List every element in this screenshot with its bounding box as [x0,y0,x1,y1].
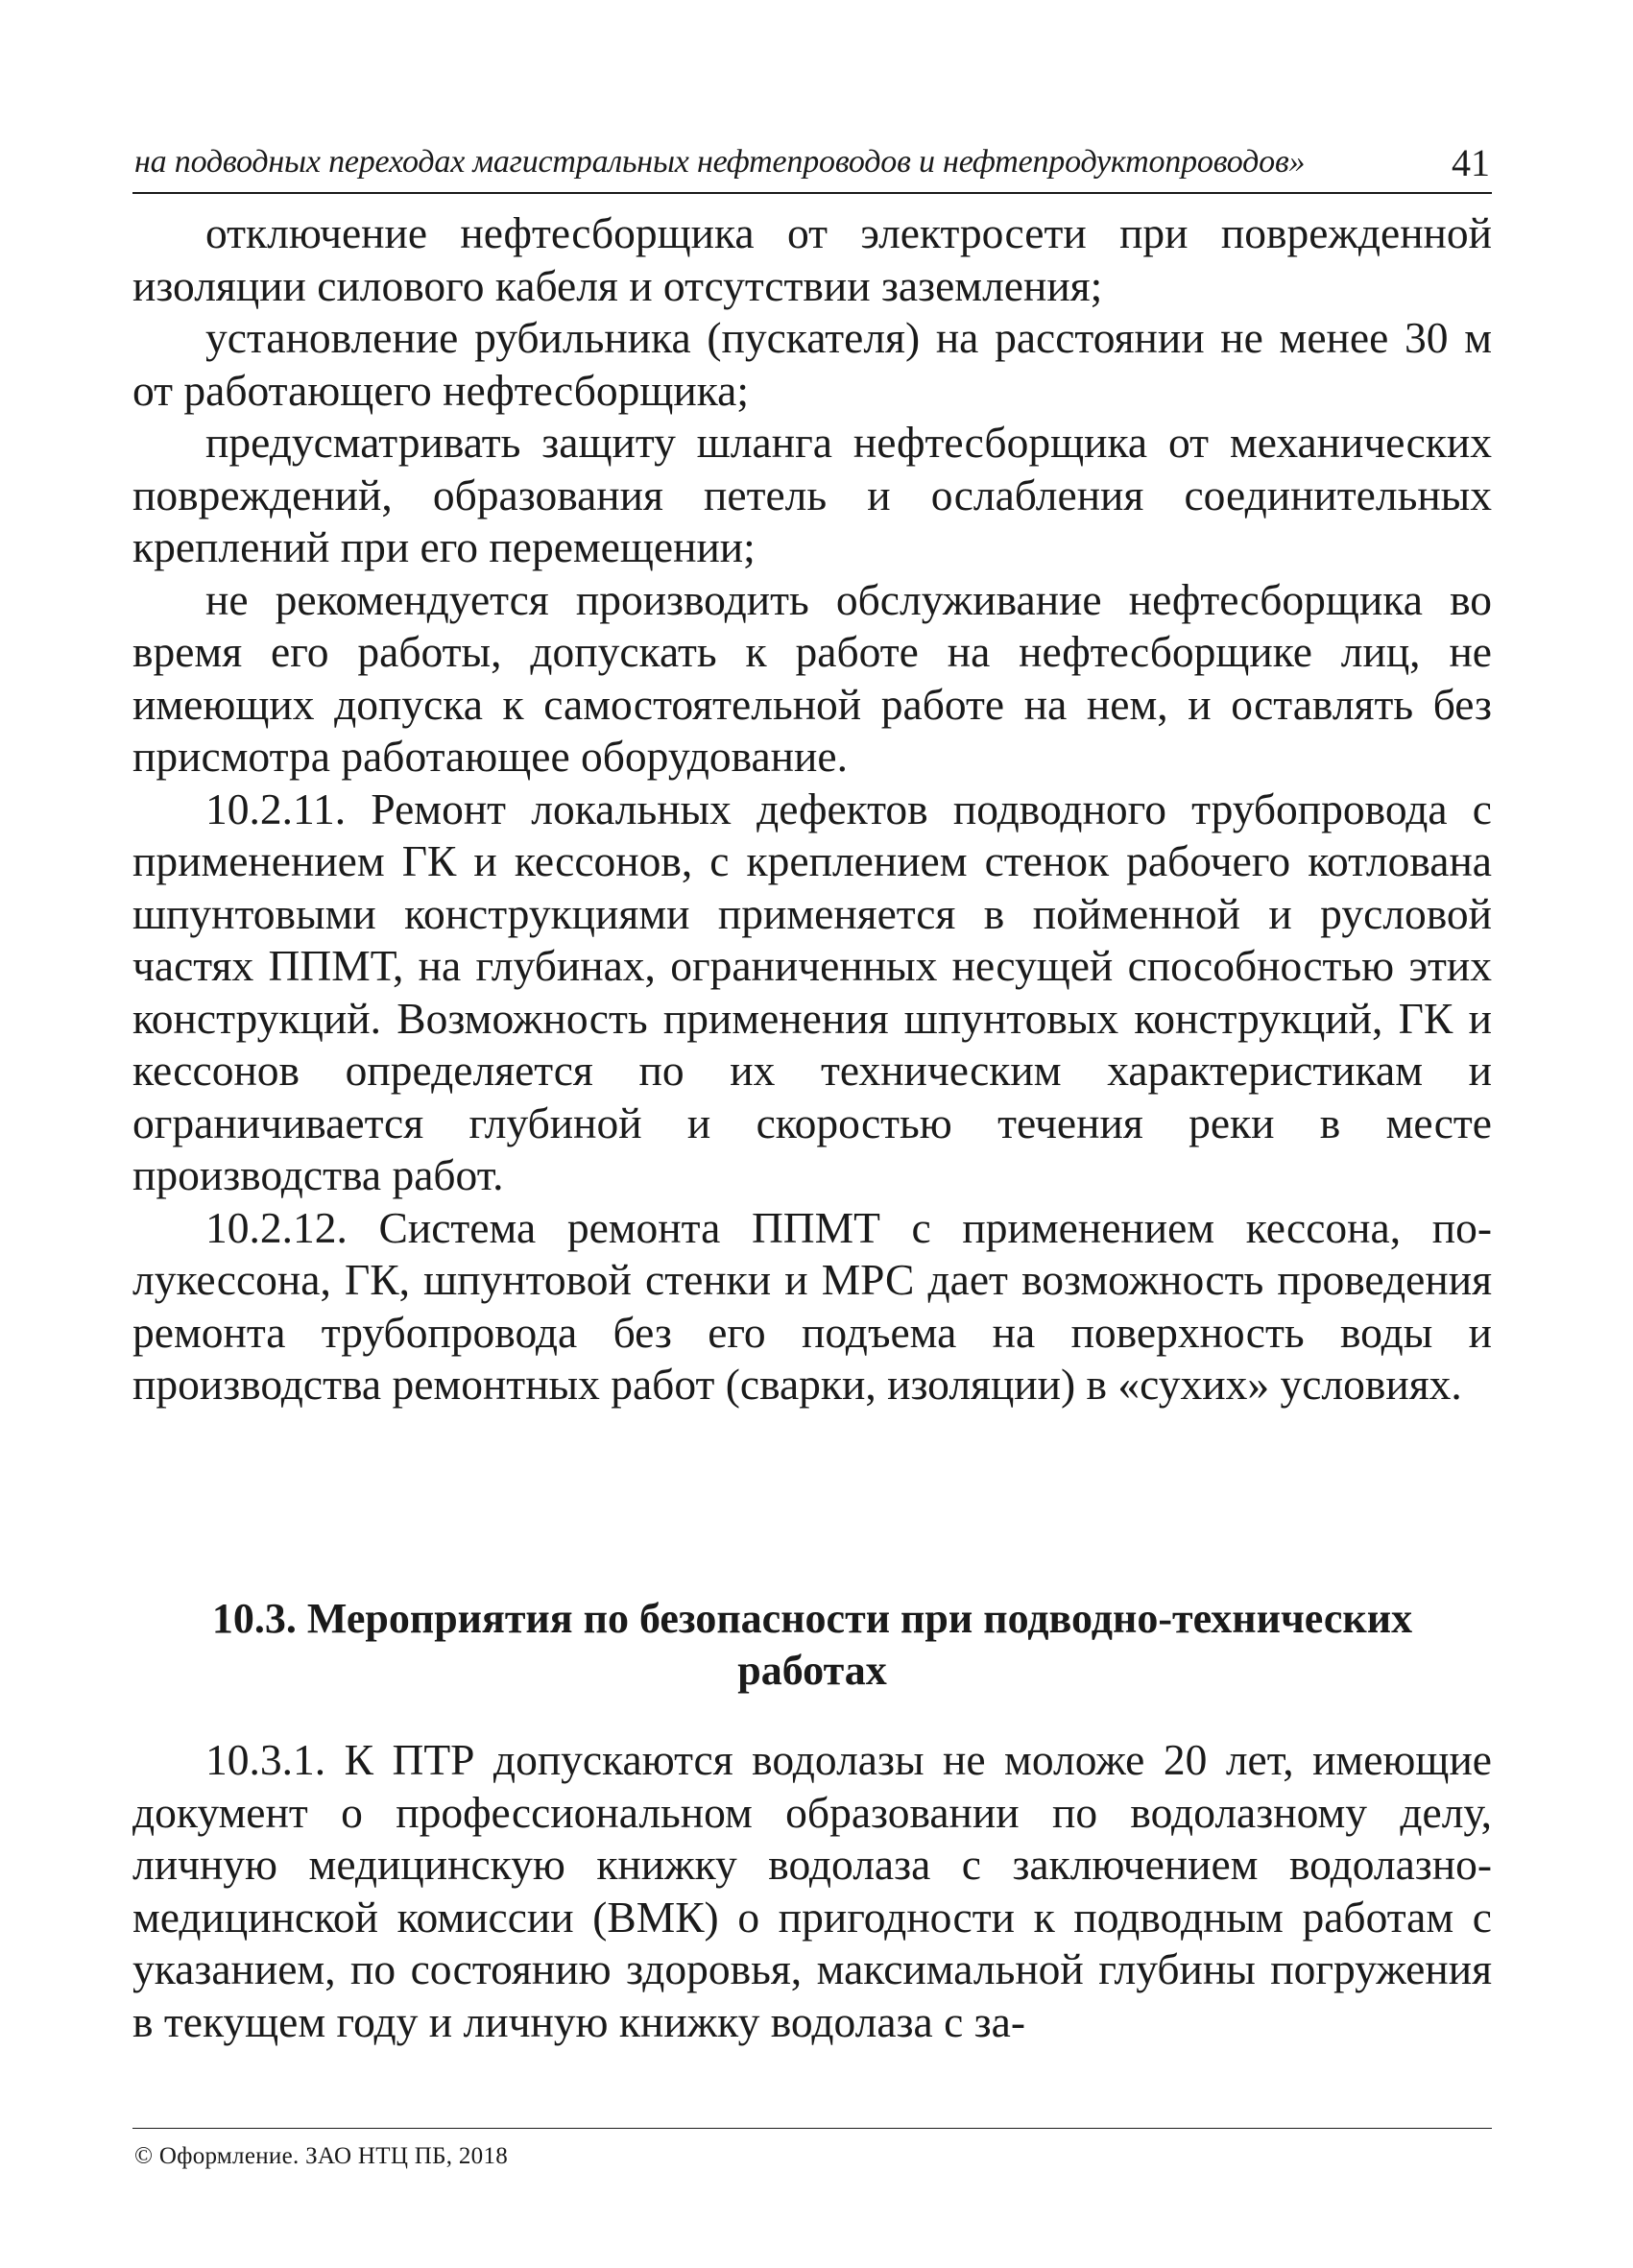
paragraph: отключение нефтесборщика от электросети при поврежденной изоляции силового кабеля и отсутствии заземления; [132,208,1492,310]
running-header-title: на подводных переходах магистральных нефтепроводов и нефтепродуктопроводов» [134,144,1306,180]
paragraph: 10.2.12. Система ремонта ППМТ с применением кессона, полукессона, ГК, шпунтовой стенки и МРС дает возможность проведения ремонта трубопровода без его подъема на поверхность воды и производства ремонтных работ (сварки, изоляции) в «сухих» условиях. [132,1202,1492,1409]
footer-divider [132,2128,1492,2129]
page-number: 41 [1452,141,1490,184]
running-header [132,133,1492,194]
section-heading-line-1: 10.3. Мероприятия по безопасности при подводно-технических [211,1595,1413,1642]
paragraph: 10.3.1. К ПТР допускаются водолазы не моложе 20 лет, имеющие документ о профессиональном образовании по водолазному делу, личную медицинскую книжку водолаза с заключением водолазно-медицинской комиссии (ВМК) о пригодности к подводным работам с указанием, по состоянию здоровья, максимальной глубины погружения в текущем году и личную книжку водолаза с за- [132,1735,1492,2046]
paragraph: 10.2.11. Ремонт локальных дефектов подводного трубопровода с применением ГК и кессонов, с креплением стенок рабочего котлована шпунтовыми конструкциями применяется в пойменной и русловой частях ППМТ, на глубинах, ограниченных несущей способностью этих конструкций. Возможность применения шпунтовых конструкций, ГК и кессонов определяется по их техническим характеристикам и ограничивается глубиной и скоростью течения реки в месте производства работ. [132,784,1492,1199]
section-heading [132,1593,1492,1697]
footer-copyright: © Оформление. ЗАО НТЦ ПБ, 2018 [134,2143,509,2169]
paragraph: не рекомендуется производить обслуживание нефтесборщика во время его работы, допускать к работе на нефтесборщике лиц, не имеющих допуска к самостоятельной работе на нем, и оставлять без присмотра работающее оборудование. [132,574,1492,781]
body-text-lower [132,1734,1492,2048]
paragraph: предусматривать защиту шланга нефтесборщика от механических повреждений, образования петель и ослабления соединительных креплений при его перемещении; [132,418,1492,571]
paragraph: установление рубильника (пускателя) на расстоянии не менее 30 м от работающего нефтесборщика; [132,313,1492,415]
body-text-upper [132,207,1492,1411]
section-heading-line-2: работах [737,1647,887,1694]
